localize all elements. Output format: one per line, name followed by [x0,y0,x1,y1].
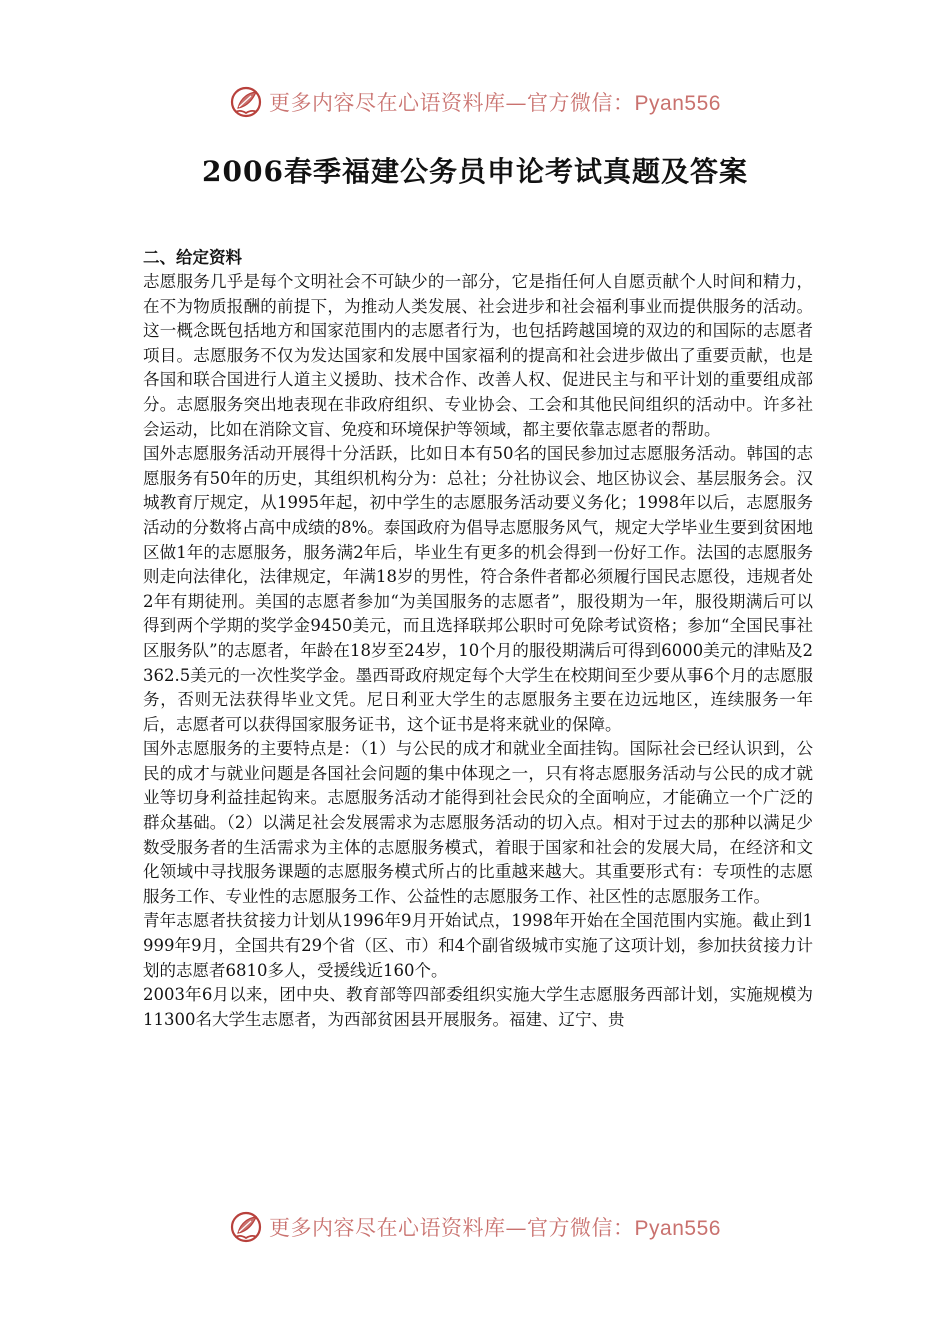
document-title: 2006春季福建公务员申论考试真题及答案 [202,155,748,188]
watermark-text: 更多内容尽在心语资料库—官方微信：Pyan556 [269,1216,721,1240]
header-watermark [0,82,950,122]
document-body [143,245,813,1032]
paragraph: 国外志愿服务活动开展得十分活跃，比如日本有50名的国民参加过志愿服务活动。韩国的志愿服务有50年的历史，其组织机构分为：总社；分社协议会、地区协议会、基层服务会。汉城教育厅规定，从1995年起，初中学生的志愿服务活动要义务化；1998年以后，志愿服务活动的分数将占高中成绩的8%。泰国政府为倡导志愿服务风气，规定大学毕业生要到贫困地区做1年的志愿服务，服务满2年后，毕业生有更多的机会得到一份好工作。法国的志愿服务则走向法律化，法律规定，年满18岁的男性，符合条件者都必须履行国民志愿役，违规者处2年有期徒刑。美国的志愿者参加“为美国服务的志愿者”，服役期为一年，服役期满后可以得到两个学期的奖学金9450美元，而且选择联邦公职时可免除考试资格；参加“全国民事社区服务队”的志愿者，年龄在18岁至24岁，10个月的服役期满后可得到6000美元的津贴及2362.5美元的一次性奖学金。墨西哥政府规定每个大学生在校期间至少要从事6个月的志愿服务，否则无法获得毕业文凭。尼日利亚大学生的志愿服务主要在边远地区，连续服务一年后，志愿者可以获得国家服务证书，这个证书是将来就业的保障。 [143,444,813,734]
section-heading: 二、给定资料 [143,248,242,267]
paragraph: 青年志愿者扶贫接力计划从1996年9月开始试点，1998年开始在全国范围内实施。截止到1999年9月，全国共有29个省（区、市）和4个副省级城市实施了这项计划，参加扶贫接力计划的志愿者6810多人，受援线近160个。 [143,911,813,980]
paragraph: 2003年6月以来，团中央、教育部等四部委组织实施大学生志愿服务西部计划，实施规模为11300名大学生志愿者，为西部贫困县开展服务。福建、辽宁、贵 [143,985,813,1029]
leaf-book-logo-icon [229,1210,263,1244]
footer-watermark [0,1207,950,1247]
watermark-text: 更多内容尽在心语资料库—官方微信：Pyan556 [269,91,721,115]
paragraph: 国外志愿服务的主要特点是：（1）与公民的成才和就业全面挂钩。国际社会已经认识到，公民的成才与就业问题是各国社会问题的集中体现之一，只有将志愿服务活动与公民的成才就业等切身利益挂起钩来。志愿服务活动才能得到社会民众的全面响应，才能确立一个广泛的群众基础。（2）以满足社会发展需求为志愿服务活动的切入点。相对于过去的那种以满足少数受服务者的生活需求为主体的志愿服务模式，着眼于国家和社会的发展大局，在经济和文化领域中寻找服务课题的志愿服务模式所占的比重越来越大。其重要形式有：专项性的志愿服务工作、专业性的志愿服务工作、公益性的志愿服务工作、社区性的志愿服务工作。 [143,739,813,906]
paragraph: 志愿服务几乎是每个文明社会不可缺少的一部分，它是指任何人自愿贡献个人时间和精力，在不为物质报酬的前提下，为推动人类发展、社会进步和社会福利事业而提供服务的活动。这一概念既包括地方和国家范围内的志愿者行为，也包括跨越国境的双边的和国际的志愿者项目。志愿服务不仅为发达国家和发展中国家福利的提高和社会进步做出了重要贡献，也是各国和联合国进行人道主义援助、技术合作、改善人权、促进民主与和平计划的重要组成部分。志愿服务突出地表现在非政府组织、专业协会、工会和其他民间组织的活动中。许多社会运动，比如在消除文盲、免疫和环境保护等领域，都主要依靠志愿者的帮助。 [143,272,813,439]
leaf-book-logo-icon [229,85,263,119]
